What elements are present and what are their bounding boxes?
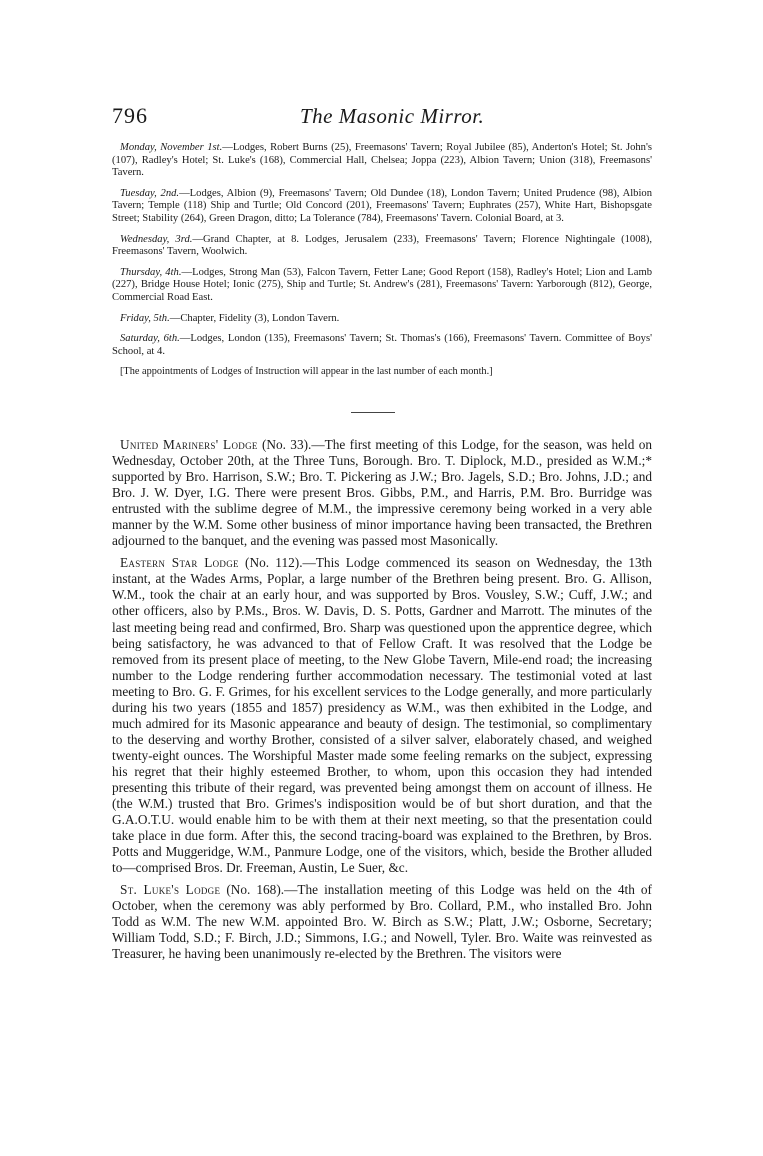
- calendar-entry-saturday: [112, 333, 652, 358]
- calendar-day: Friday, 5th.: [120, 312, 170, 324]
- calendar-entry-friday: [112, 313, 652, 326]
- calendar-day: Monday, November 1st.: [120, 142, 223, 153]
- page-number: 796: [112, 103, 148, 128]
- calendar-day: Saturday, 6th.: [120, 333, 180, 345]
- report-text: (No. 168).—The installation meeting of this Lodge was held on the 4th of October, when the ceremony was ably performed by Bro. Collard, P.M., who installed Bro. John Todd as W.M. The new W.M. appointed Bro. W. Birch as S.W.; Platt, J.W.; Osborne, Secretary; William Todd, S.D.; F. Birch, J.D.; Simmons, I.G.; and Nowell, Tyler. Bro. Waite was reinvested as Treasurer, he having been unanimously re-elected by the Brethren. The visitors were: [112, 882, 652, 962]
- calendar-entry-tuesday: [112, 188, 652, 226]
- calendar-text: —Grand Chapter, at 8. Lodges, Jerusalem (233), Freemasons' Tavern; Florence Nightingale (1008), Freemasons' Tavern, Woolwich.: [112, 233, 652, 258]
- page-header: [112, 103, 652, 133]
- calendar-text: —Lodges, Albion (9), Freemasons' Tavern; Old Dundee (18), London Tavern; United Prudence (98), Albion Tavern; Temple (118) Ship and Turtle; Old Concord (201), Freemasons' Tavern; Euphrates (257), White Hart, Bishopsgate Street; Stability (264), Green Dragon, ditto; La Tolerance (784), Freemasons' Tavern. Colonial Board, at 3.: [112, 187, 652, 224]
- calendar-note: [The appointments of Lodges of Instruction will appear in the last number of each month.]: [120, 366, 493, 378]
- lodge-reports: [112, 437, 652, 969]
- report-text: (No. 112).—This Lodge commenced its season on Wednesday, the 13th instant, at the Wades Arms, Poplar, a large number of the Brethren being present. Bro. G. Allison, W.M., took the chair at an early hour, and was supported by Bros. Vousley, S.W.; Cuff, J.W.; and other officers, also by P.Ms., Bros. W. Davis, D. S. Potts, Gardner and Marrott. The minutes of the last meeting being read and confirmed, Bro. Sharp was questioned upon the apprentice degree, which being satisfactory, he was advanced to that of Fellow Craft. It was resolved that the Lodge be removed from its present place of meeting, to the New Globe Tavern, Mile-end road; the increasing number to the Lodge rendering further accommodation necessary. The testimonial voted at last meeting to Bro. G. F. Grimes, for his excellent services to the Lodge generally, and more particularly during his two years (1855 and 1857) presidency as W.M., was then exhibited in the Lodge, and much admired for its Masonic appearance and beauty of design. The testimonial, so complimentary to the deserving and worthy Brother, consisted of a silver salver, elaborately chased, and weighed twenty-eight ounces. The Worshipful Master made some feeling remarks on the subject, expressing his regret that their highly esteemed Brother, to whom, upon this occasion they had intended presenting this tribute of their regard, was prevented being amongst them on account of illness. He (the W.M.) trusted that Bro. Grimes's indisposition would be of but short duration, and that the G.A.O.T.U. would enable him to be with them at their next meeting, so that the presentation could take place in due form. After this, the second tracing-board was explained to the Brethren, by Bros. Potts and Muggeridge, W.M., Panmure Lodge, one of the visitors, which, beside the Brother alluded to—comprised Bros. Dr. Freeman, Austin, Le Suer, &c.: [112, 555, 652, 876]
- report-text: (No. 33).—The first meeting of this Lodge, for the season, was held on Wednesday, October 20th, at the Three Tuns, Borough. Bro. T. Diplock, M.D., presided as W.M.;* supported by Bro. Harrison, S.W.; Bro. T. Pickering as J.W.; Bro. Jagels, S.D.; Bro. Johns, J.D.; and Bro. J. W. Dyer, I.G. There were present Bros. Gibbs, P.M., and Harris, P.M. Bro. Burridge was entrusted with the sublime degree of M.M., the impressive ceremony being worked in a very able manner by the W.M. Some other business of minor importance having been transacted, the Brethren adjourned to the banquet, and the evening was passed most Masonically.: [112, 437, 652, 549]
- lodge-name: St. Luke's Lodge: [120, 882, 221, 898]
- calendar-entry-monday: [112, 142, 652, 180]
- calendar-text: —Lodges, London (135), Freemasons' Tavern; St. Thomas's (166), Freemasons' Tavern. Committee of Boys' School, at 4.: [112, 333, 652, 357]
- calendar-day: Wednesday, 3rd.: [120, 233, 193, 245]
- calendar-text: —Lodges, Robert Burns (25), Freemasons' Tavern; Royal Jubilee (85), Anderton's Hotel; St. John's (107), Radley's Hotel; St. Luke's (168), Commercial Hall, Chelsea; Joppa (223), Albion Tavern; Union (318), Freemasons' Tavern.: [112, 142, 653, 179]
- running-title: The Masonic Mirror.: [300, 104, 485, 128]
- calendar-day: Thursday, 4th.: [120, 266, 182, 278]
- calendar-text: —Lodges, Strong Man (53), Falcon Tavern, Fetter Lane; Good Report (158), Radley's Hotel; Lion and Lamb (227), Bridge House Hotel; Ionic (275), Ship and Turtle; St. Andrew's (281), Freemasons' Tavern: Yarborough (812), George, Commercial Road East.: [112, 266, 652, 303]
- lodge-calendar: [112, 142, 652, 379]
- lodge-name: Eastern Star Lodge: [120, 555, 239, 571]
- calendar-entry-wednesday: [112, 234, 652, 259]
- section-divider: [351, 412, 395, 413]
- lodge-name: United Mariners' Lodge: [120, 437, 258, 452]
- calendar-entry-thursday: [112, 267, 652, 305]
- calendar-day: Tuesday, 2nd.: [120, 187, 180, 199]
- report-eastern-star: [112, 555, 652, 876]
- calendar-text: —Chapter, Fidelity (3), London Tavern.: [169, 312, 340, 324]
- report-united-mariners: [112, 437, 652, 549]
- report-st-lukes: [112, 882, 652, 962]
